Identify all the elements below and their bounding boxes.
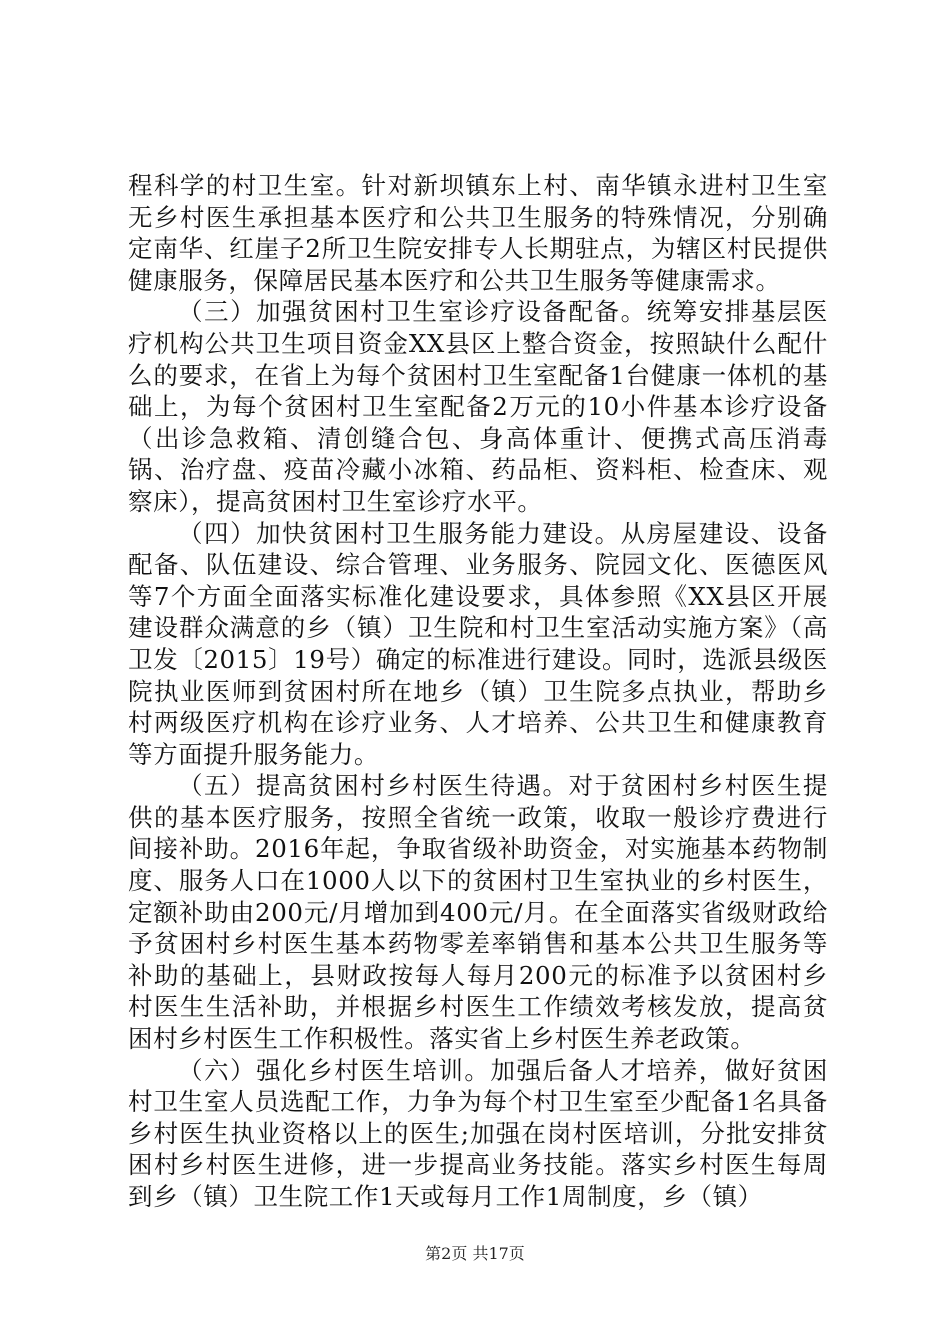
- page-footer: 第2页 共17页: [425, 1244, 525, 1263]
- document-body: [128, 170, 828, 1213]
- paragraph-section-5: （五）提高贫困村乡村医生待遇。对于贫困村乡村医生提供的基本医疗服务，按照全省统一政策，收取一般诊疗费进行间接补助。2016年起，争取省级补助资金，对实施基本药物制度、服务人口在1000人以下的贫困村卫生室执业的乡村医生，定额补助由200元/月增加到400元/月。在全面落实省级财政给予贫困村乡村医生基本药物零差率销售和基本公共卫生服务等补助的基础上，县财政按每人每月200元的标准予以贫困村乡村医生生活补助，并根据乡村医生工作绩效考核发放，提高贫困村乡村医生工作积极性。落实省上乡村医生养老政策。: [128, 771, 828, 1054]
- paragraph-section-3: （三）加强贫困村卫生室诊疗设备配备。统筹安排基层医疗机构公共卫生项目资金XX县区上整合资金，按照缺什么配什么的要求，在省上为每个贫困村卫生室配备1台健康一体机的基础上，为每个贫困村卫生室配备2万元的10小件基本诊疗设备（出诊急救箱、清创缝合包、身高体重计、便携式高压消毒锅、治疗盘、疫苗冷藏小冰箱、药品柜、资料柜、检查床、观察床），提高贫困村卫生室诊疗水平。: [128, 297, 828, 516]
- paragraph-section-6: （六）强化乡村医生培训。加强后备人才培养，做好贫困村卫生室人员选配工作，力争为每个村卫生室至少配备1名具备乡村医生执业资格以上的医生;加强在岗村医培训，分批安排贫困村乡村医生进修，进一步提高业务技能。落实乡村医生每周到乡（镇）卫生院工作1天或每月工作1周制度，乡（镇）: [128, 1055, 828, 1211]
- paragraph-section-4: （四）加快贫困村卫生服务能力建设。从房屋建设、设备配备、队伍建设、综合管理、业务服务、院园文化、医德医风等7个方面全面落实标准化建设要求，具体参照《XX县区开展建设群众满意的乡（镇）卫生院和村卫生室活动实施方案》（高卫发〔2015〕19号）确定的标准进行建设。同时，选派县级医院执业医师到贫困村所在地乡（镇）卫生院多点执业，帮助乡村两级医疗机构在诊疗业务、人才培养、公共卫生和健康教育等方面提升服务能力。: [128, 518, 828, 769]
- paragraph-continuation: 程科学的村卫生室。针对新坝镇东上村、南华镇永进村卫生室无乡村医生承担基本医疗和公共卫生服务的特殊情况，分别确定南华、红崖子2所卫生院安排专人长期驻点，为辖区村民提供健康服务，保障居民基本医疗和公共卫生服务等健康需求。: [128, 171, 828, 295]
